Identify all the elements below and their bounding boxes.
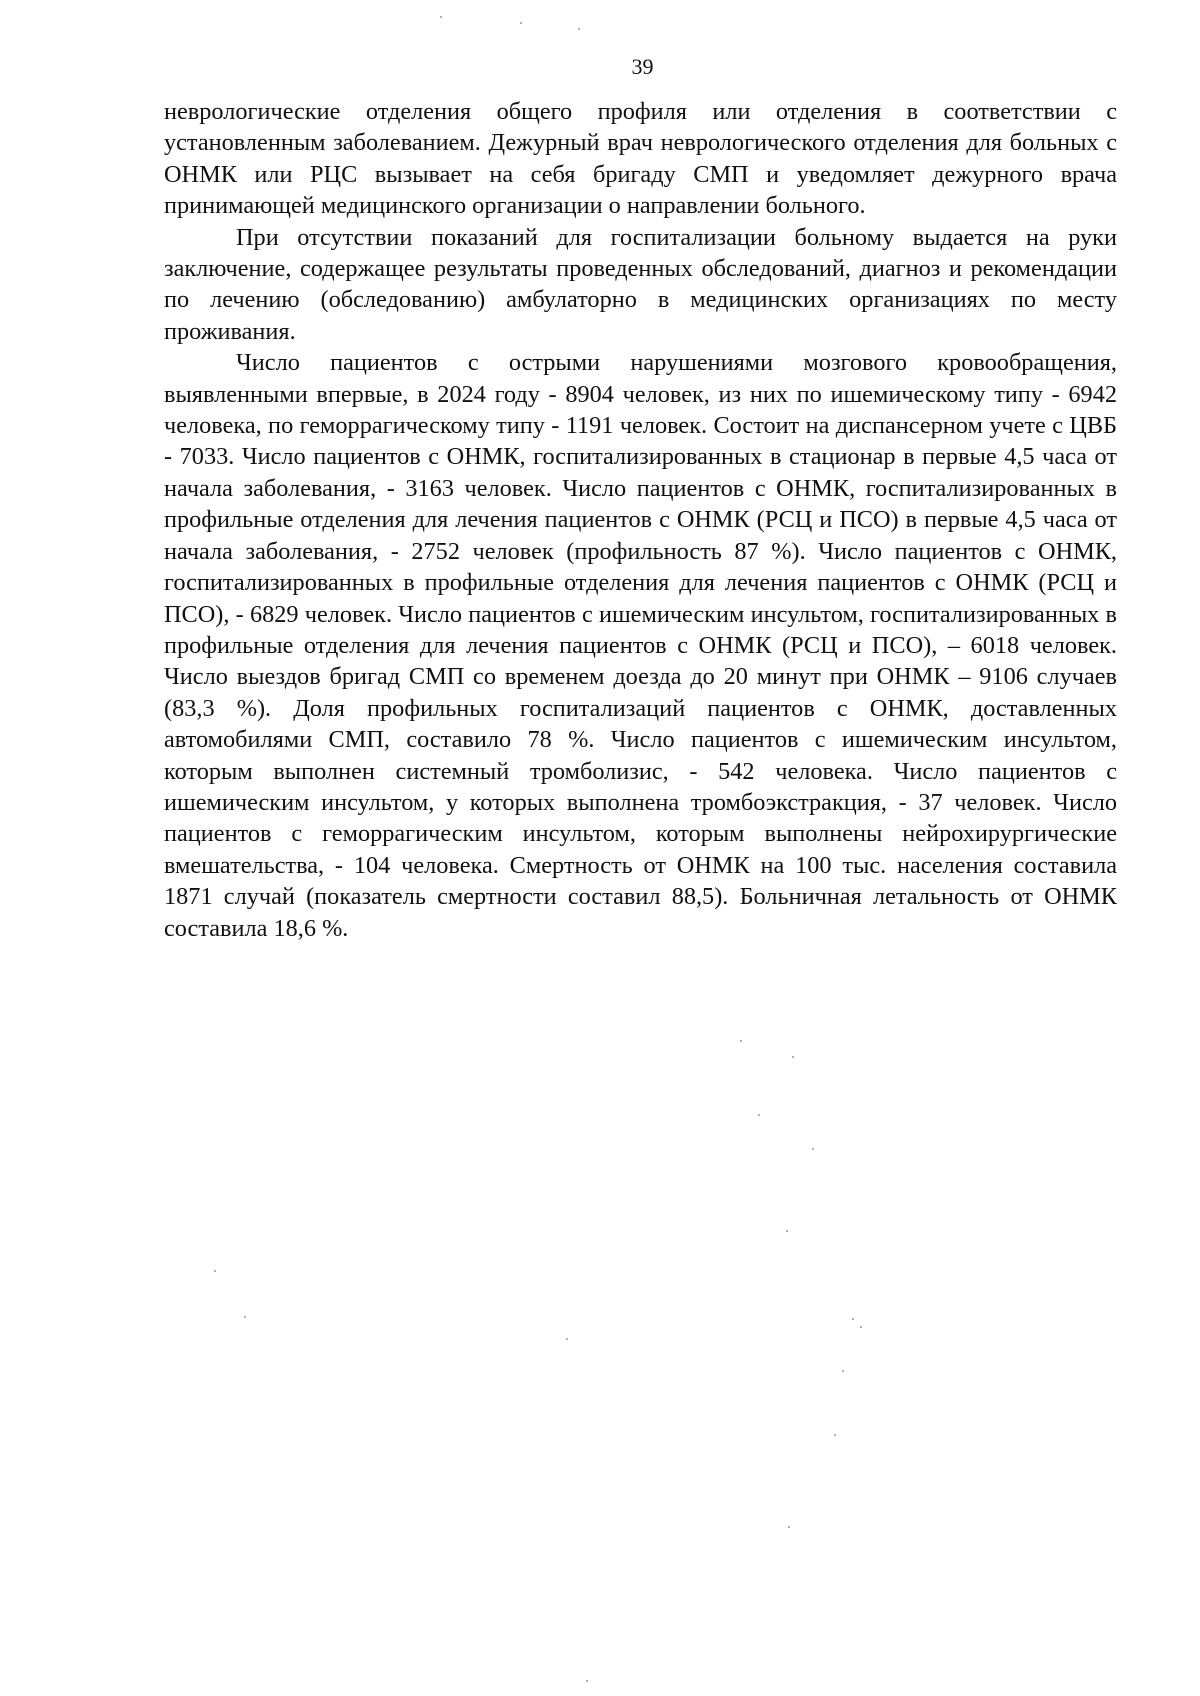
paragraph-continuation: неврологические отделения общего профиля или отделения в соответствии с установленным заболеванием. Дежурный врач неврологического отделения для больных с ОНМК или РЦС вызывает на себя бригаду СМП и уведомляет дежурного врача принимающей медицинского организации о направлении больного.: [164, 98, 1117, 220]
scan-speck: [842, 1370, 844, 1372]
scan-speck: [788, 1526, 790, 1528]
scan-speck: [834, 1434, 836, 1436]
page-number: 39: [631, 54, 654, 79]
scan-speck: [792, 1056, 794, 1058]
paragraph-hospitalization: При отсутствии показаний для госпитализации больному выдается на руки заключение, содержащее результаты проведенных обследований, диагноз и рекомендации по лечению (обследованию) амбулаторно в медицинских организациях по месту проживания.: [164, 223, 1117, 345]
scan-speck: [586, 1680, 588, 1682]
scan-speck: [566, 1338, 568, 1340]
scan-speck: [244, 1316, 246, 1318]
scan-speck: [440, 16, 442, 18]
scan-speck: [812, 1148, 814, 1150]
scan-speck: [520, 22, 522, 24]
scan-speck: [758, 1114, 760, 1116]
scan-speck: [860, 1326, 862, 1328]
scan-speck: [740, 1040, 742, 1042]
scan-speck: [578, 28, 580, 30]
scan-speck: [852, 1318, 854, 1320]
scan-speck: [786, 1230, 788, 1232]
scan-speck: [214, 1270, 216, 1272]
body-text: [164, 96, 1117, 944]
paragraph-statistics: Число пациентов с острыми нарушениями мозгового кровообращения, выявленными впервые, в 2024 году - 8904 человек, из них по ишемическому типу - 6942 человека, по геморрагическому типу - 1191 человек. Состоит на диспансерном учете с ЦВБ - 7033. Число пациентов с ОНМК, госпитализированных в стационар в первые 4,5 часа от начала заболевания, - 3163 человек. Число пациентов с ОНМК, госпитализированных в профильные отделения для лечения пациентов с ОНМК (РСЦ и ПСО) в первые 4,5 часа от начала заболевания, - 2752 человек (профильность 87 %). Число пациентов с ОНМК, госпитализированных в профильные отделения для лечения пациентов с ОНМК (РСЦ и ПСО), - 6829 человек. Число пациентов с ишемическим инсультом, госпитализированных в профильные отделения для лечения пациентов с ОНМК (РСЦ и ПСО), – 6018 человек. Число выездов бригад СМП со временем доезда до 20 минут при ОНМК – 9106 случаев (83,3 %). Доля профильных госпитализаций пациентов с ОНМК, доставленных автомобилями СМП, составило 78 %. Число пациентов с ишемическим инсультом, которым выполнен системный тромболизис, - 542 человека. Число пациентов с ишемическим инсультом, у которых выполнена тромбоэкстракция, - 37 человек. Число пациентов с геморрагическим инсультом, которым выполнены нейрохирургические вмешательства, - 104 человека. Смертность от ОНМК на 100 тыс. населения составила 1871 случай (показатель смертности составил 88,5). Больничная летальность от ОНМК составила 18,6 %.: [164, 349, 1117, 942]
